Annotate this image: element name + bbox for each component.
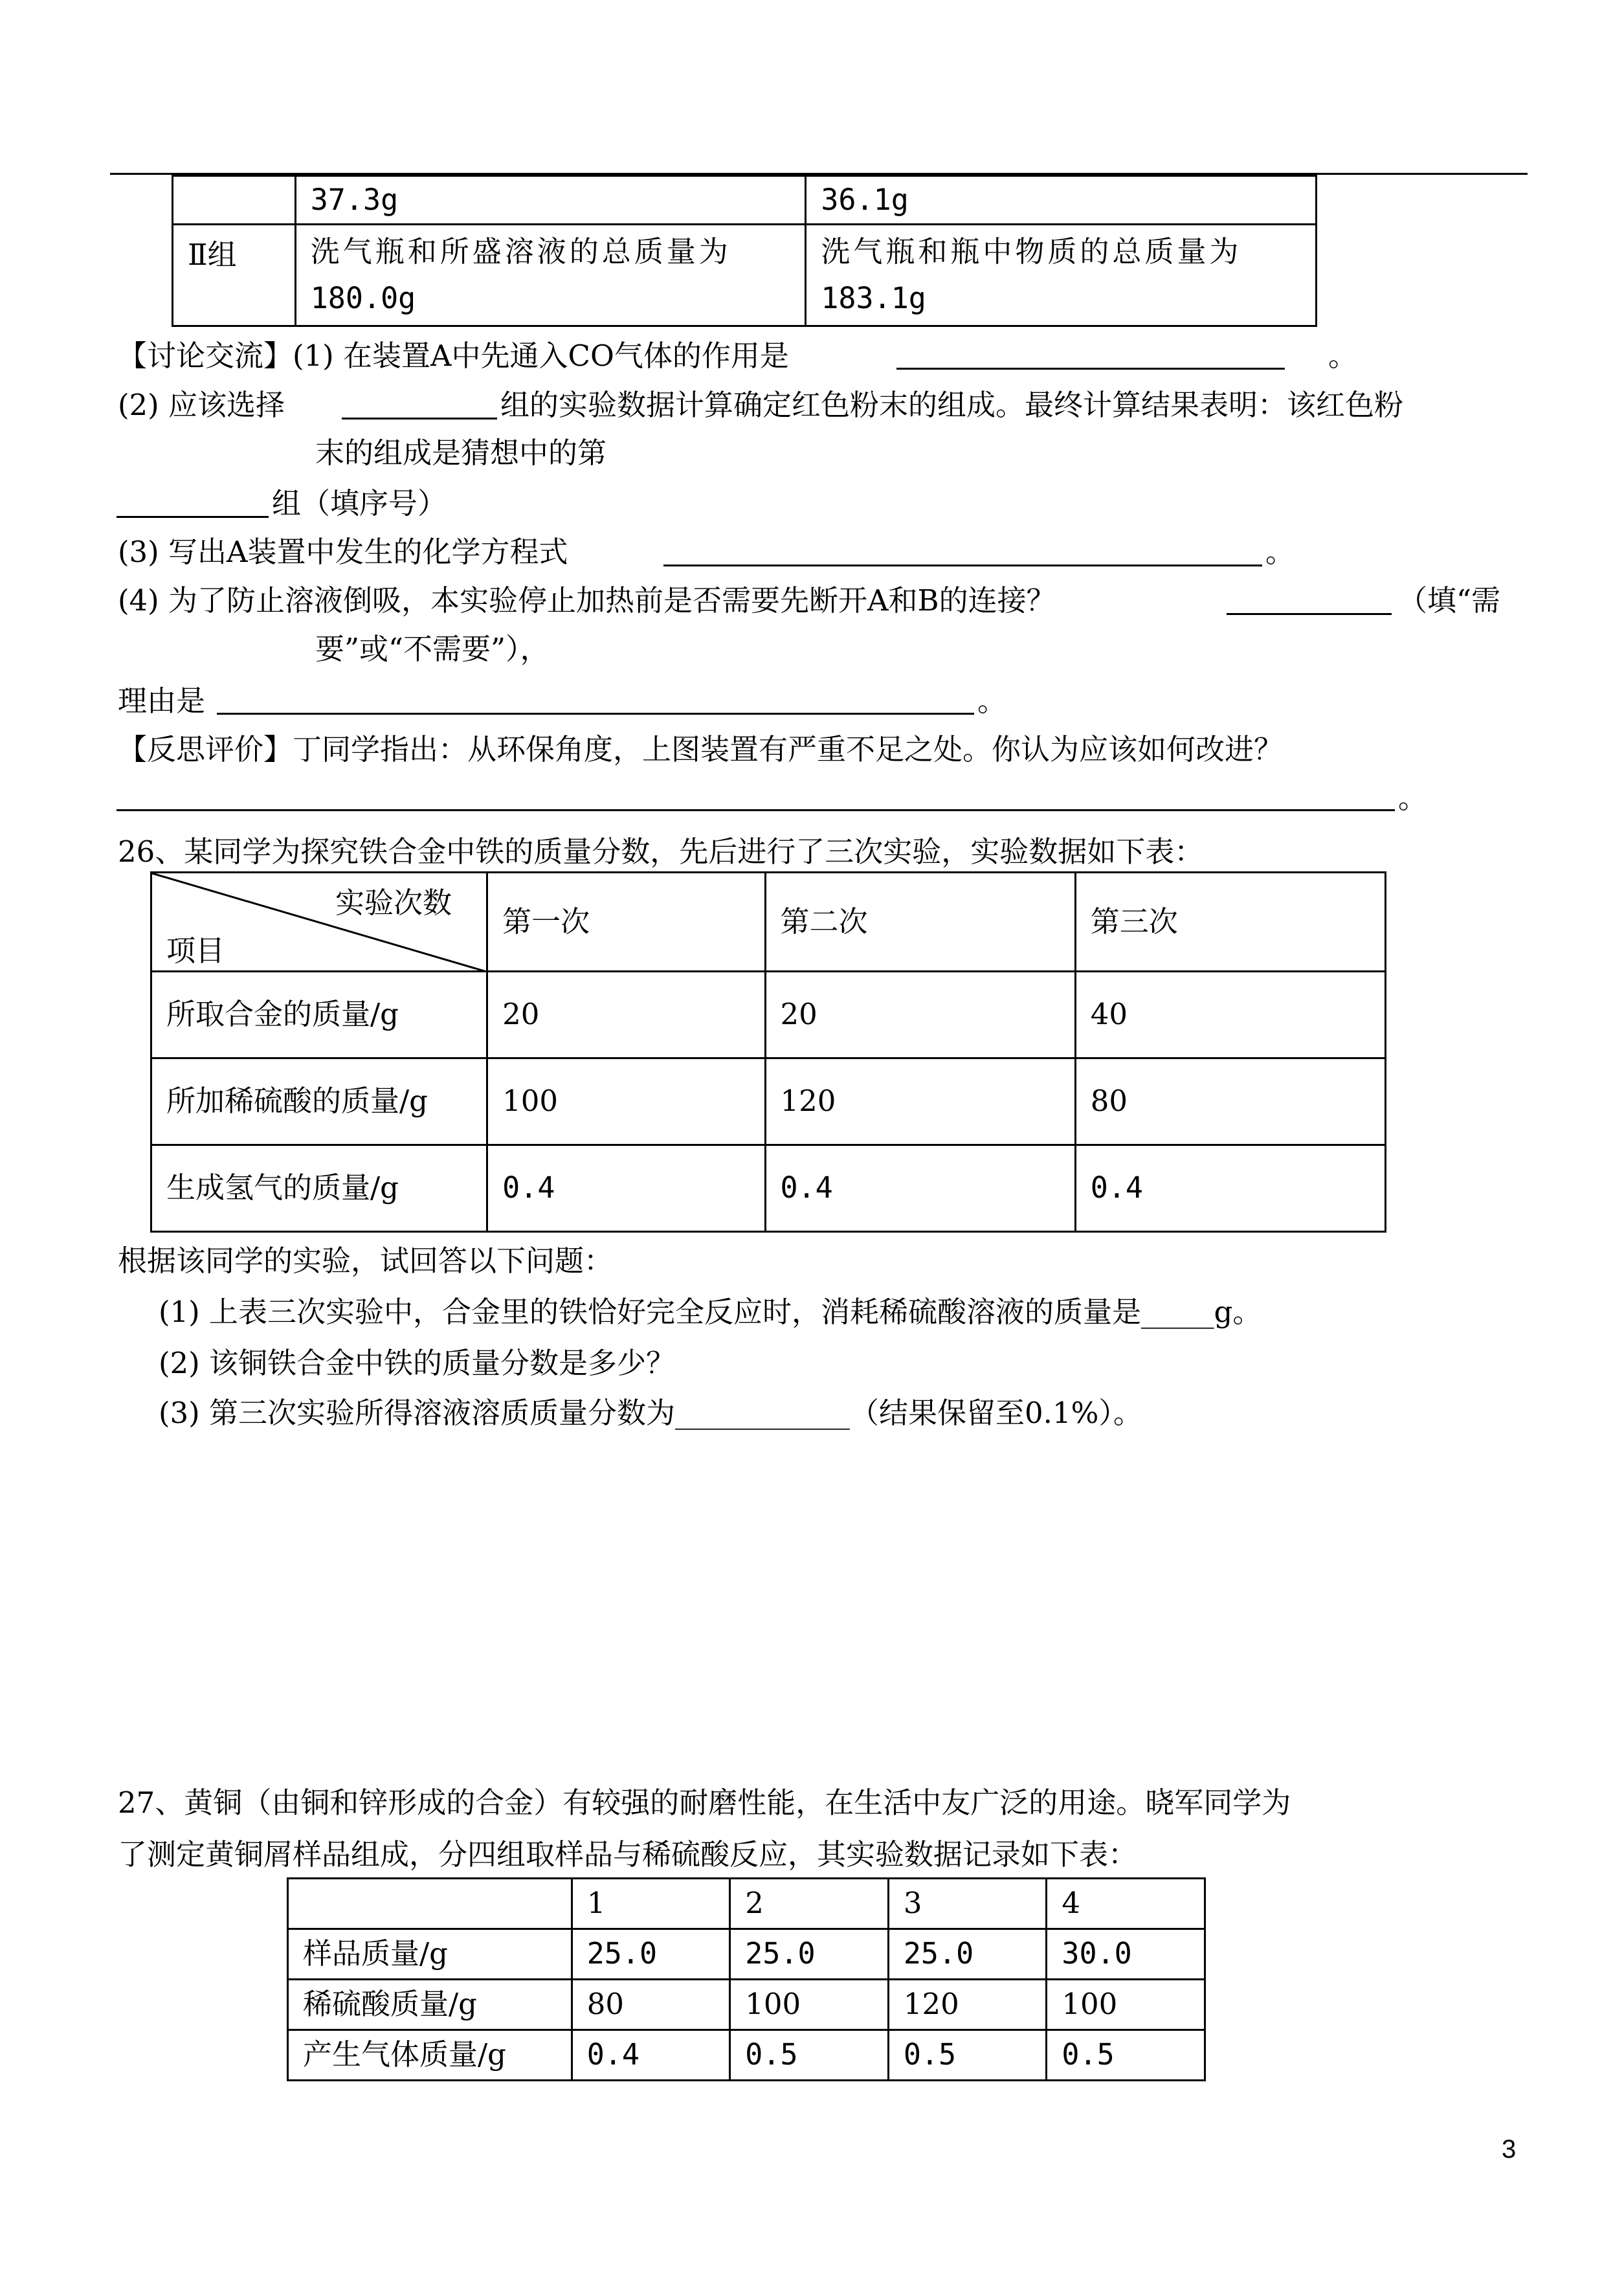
discussion-q3: (3) 写出A装置中发生的化学方程式 xyxy=(118,535,568,569)
table-cell: 20 xyxy=(487,972,765,1058)
discussion-q4-d: 理由是 xyxy=(118,684,206,718)
table-row xyxy=(173,225,1317,326)
table-cell: 0.5 xyxy=(888,2030,1047,2081)
column-header: 4 xyxy=(1047,1879,1205,1929)
column-header: 第二次 xyxy=(765,873,1075,972)
table-cell: 0.5 xyxy=(730,2030,889,2081)
period: 。 xyxy=(1328,339,1358,373)
discussion-q4-c: 要”或“不需要”）， xyxy=(315,632,550,666)
header-top-label: 实验次数 xyxy=(335,886,452,920)
discussion-q2-b: 组的实验数据计算确定红色粉末的组成。最终计算结果表明：该红色粉 xyxy=(500,388,1404,422)
answer-blank-q2-guess[interactable] xyxy=(117,516,269,518)
table-cell: 0.4 xyxy=(572,2030,730,2081)
table-cell: 120 xyxy=(765,1058,1075,1145)
q26-stem: 26、某同学为探究铁合金中铁的质量分数，先后进行了三次实验，实验数据如下表： xyxy=(118,834,1204,869)
row-label: 所加稀硫酸的质量/g xyxy=(151,1058,487,1145)
table-cell: 80 xyxy=(1075,1058,1385,1145)
cell-line: 180.0g xyxy=(310,281,416,315)
column-header: 第三次 xyxy=(1075,873,1385,972)
q26-intro: 根据该同学的实验，试回答以下问题： xyxy=(118,1244,614,1278)
answer-blank-q2-group[interactable] xyxy=(342,418,497,419)
table-row xyxy=(151,1058,1386,1145)
discussion-q4-b: （填“需 xyxy=(1398,583,1501,618)
q27-table xyxy=(287,1877,1206,2081)
table-cell xyxy=(173,225,296,326)
table-row xyxy=(173,176,1317,225)
table-cell xyxy=(173,176,296,225)
table-cell: 25.0 xyxy=(888,1929,1047,1980)
discussion-q4-a: (4) 为了防止溶液倒吸，本实验停止加热前是否需要先断开A和B的连接？ xyxy=(118,583,1056,618)
table-row xyxy=(151,873,1386,972)
row-label: 生成氢气的质量/g xyxy=(151,1145,487,1232)
table-cell: 0.4 xyxy=(487,1145,765,1232)
discussion-q2-d: 组（填序号） xyxy=(272,486,447,520)
period: 。 xyxy=(977,684,1007,718)
diagonal-header-cell xyxy=(151,873,487,972)
table-row xyxy=(151,972,1386,1058)
table-cell: 80 xyxy=(572,1980,730,2030)
table-cell: 0.5 xyxy=(1047,2030,1205,2081)
table-row xyxy=(288,1879,1205,1929)
q26-sub2: (2) 该铜铁合金中铁的质量分数是多少？ xyxy=(159,1346,676,1380)
period: 。 xyxy=(1398,781,1428,815)
row-label: 样品质量/g xyxy=(288,1929,572,1980)
answer-blank-q4-reason[interactable] xyxy=(217,713,974,715)
table-cell: 36.1g xyxy=(806,176,1317,225)
cell-line: 183.1g xyxy=(821,281,926,315)
row-label: 产生气体质量/g xyxy=(288,2030,572,2081)
table-cell: 37.3g xyxy=(295,176,806,225)
reflection-prompt: 【反思评价】丁同学指出：从环保角度，上图装置有严重不足之处。你认为应该如何改进？ xyxy=(118,732,1284,766)
table-cell: 30.0 xyxy=(1047,1929,1205,1980)
table-cell: 0.4 xyxy=(765,1145,1075,1232)
cell-line: 洗气瓶和瓶中物质的总质量为 xyxy=(821,234,1242,269)
column-header: 第一次 xyxy=(487,873,765,972)
answer-blank-q1[interactable] xyxy=(896,368,1285,370)
table-row xyxy=(288,1929,1205,1980)
table-row xyxy=(288,1980,1205,2030)
table-cell xyxy=(288,1879,572,1929)
period: 。 xyxy=(1265,535,1295,569)
table-cell: 100 xyxy=(730,1980,889,2030)
column-header: 2 xyxy=(730,1879,889,1929)
table-cell: 120 xyxy=(888,1980,1047,2030)
table-cell: 20 xyxy=(765,972,1075,1058)
table-cell: 0.4 xyxy=(1075,1145,1385,1232)
q26-sub3: (3) 第三次实验所得溶液溶质质量分数为____________（结果保留至0.1%）。 xyxy=(159,1396,1142,1430)
table-cell: 40 xyxy=(1075,972,1385,1058)
row-label: 所取合金的质量/g xyxy=(151,972,487,1058)
row-label: Ⅱ组 xyxy=(188,238,237,272)
table-cell xyxy=(295,225,806,326)
discussion-q2-a: (2) 应该选择 xyxy=(118,388,285,422)
table-cell: 100 xyxy=(1047,1980,1205,2030)
answer-blank-q4[interactable] xyxy=(1227,613,1392,615)
answer-blank-reflection[interactable] xyxy=(117,809,1395,811)
cell-line: 洗气瓶和所盛溶液的总质量为 xyxy=(310,234,731,269)
discussion-q2-c: 末的组成是猜想中的第 xyxy=(315,436,607,470)
table-cell: 100 xyxy=(487,1058,765,1145)
q26-sub1: (1) 上表三次实验中，合金里的铁恰好完全反应时，消耗稀硫酸溶液的质量是_____g。 xyxy=(159,1295,1262,1329)
q27-stem-line1: 27、黄铜（由铜和锌形成的合金）有较强的耐磨性能，在生活中友广泛的用途。晓军同学为 xyxy=(118,1785,1291,1820)
column-header: 3 xyxy=(888,1879,1047,1929)
table-row xyxy=(288,2030,1205,2081)
discussion-q1: 【讨论交流】(1) 在装置A中先通入CO气体的作用是 xyxy=(118,339,789,373)
table-cell: 25.0 xyxy=(572,1929,730,1980)
answer-blank-q3[interactable] xyxy=(663,565,1262,566)
page-number: 3 xyxy=(1502,2135,1517,2164)
column-header: 1 xyxy=(572,1879,730,1929)
top-data-table xyxy=(172,175,1317,327)
q26-table xyxy=(150,871,1386,1231)
row-label: 稀硫酸质量/g xyxy=(288,1980,572,2030)
table-row xyxy=(151,1145,1386,1232)
q27-stem-line2: 了测定黄铜屑样品组成，分四组取样品与稀硫酸反应，其实验数据记录如下表： xyxy=(118,1837,1138,1872)
header-bottom-label: 项目 xyxy=(166,934,225,968)
table-cell: 25.0 xyxy=(730,1929,889,1980)
table-cell xyxy=(806,225,1317,326)
